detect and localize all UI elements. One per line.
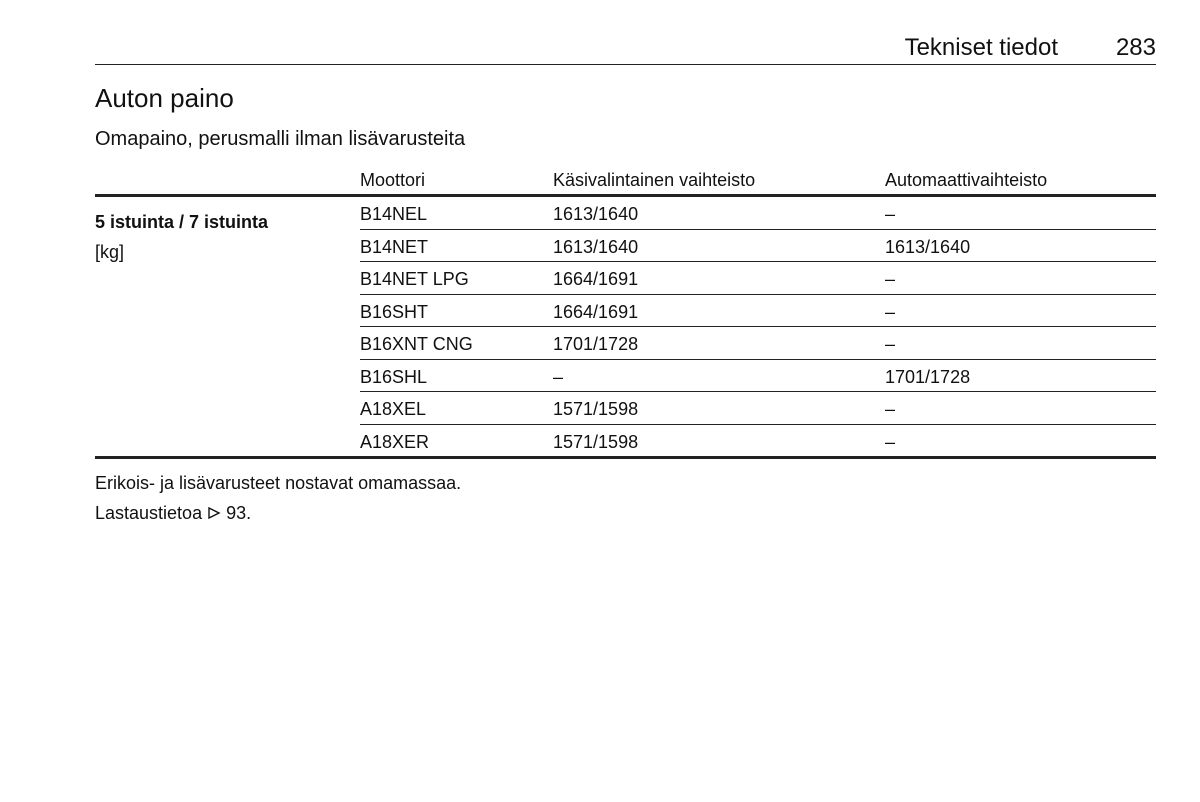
cell-automatic: –	[885, 334, 896, 354]
cell-manual: 1664/1691	[553, 269, 639, 289]
table-row	[360, 391, 1156, 424]
note-page-link[interactable]: 93.	[226, 503, 252, 523]
cell-automatic: 1701/1728	[885, 366, 971, 387]
column-header-engine: Moottori	[360, 170, 426, 190]
weight-table	[95, 164, 1156, 459]
table-row	[360, 424, 1156, 457]
notes	[95, 468, 461, 529]
cell-automatic: –	[885, 301, 896, 322]
table-row	[360, 197, 1156, 229]
table-body	[95, 197, 1156, 459]
cell-engine: B16SHT	[360, 301, 429, 322]
cell-automatic: –	[885, 399, 896, 419]
cell-engine: B16XNT CNG	[360, 334, 473, 354]
cell-automatic: –	[885, 269, 896, 289]
column-header-automatic: Automaattivaihteisto	[885, 170, 1048, 190]
table-row	[360, 294, 1156, 327]
table-header	[95, 164, 1156, 197]
unit-label: [kg]	[95, 242, 125, 262]
cell-manual: 1664/1691	[553, 301, 639, 322]
cell-automatic: 1613/1640	[885, 236, 971, 257]
cell-engine: B14NEL	[360, 204, 428, 224]
cell-automatic: –	[885, 204, 896, 224]
cell-manual: 1613/1640	[553, 236, 639, 257]
table-subtitle: Omapaino, perusmalli ilman lisävarusteita	[95, 128, 466, 150]
note-loading-reference	[95, 498, 461, 529]
table-row	[360, 359, 1156, 392]
page-title: Auton paino	[95, 83, 234, 113]
cell-manual: 1571/1598	[553, 399, 639, 419]
page-header	[95, 30, 1156, 65]
cell-engine: B14NET	[360, 236, 429, 257]
seat-config-label: 5 istuinta / 7 istuinta	[95, 212, 269, 232]
page-reference-arrow-icon	[207, 499, 221, 529]
row-label	[95, 207, 345, 267]
table-row	[360, 326, 1156, 359]
cell-engine: B14NET LPG	[360, 269, 469, 289]
page-number: 283	[1115, 34, 1156, 61]
section-title: Tekniset tiedot	[904, 34, 1058, 61]
table-row	[360, 229, 1156, 262]
note-equipment: Erikois- ja lisävarusteet nostavat omamassaa.	[95, 473, 462, 493]
column-header-manual: Käsivalintainen vaihteisto	[553, 170, 756, 190]
cell-engine: A18XEL	[360, 399, 427, 419]
cell-manual: –	[553, 366, 564, 387]
cell-manual: 1571/1598	[553, 431, 639, 452]
cell-manual: 1613/1640	[553, 204, 639, 224]
cell-automatic: –	[885, 431, 896, 452]
cell-engine: A18XER	[360, 431, 430, 452]
cell-manual: 1701/1728	[553, 334, 639, 354]
table-row	[360, 261, 1156, 294]
cell-engine: B16SHL	[360, 366, 428, 387]
note-loading-text: Lastaustietoa	[95, 503, 203, 523]
